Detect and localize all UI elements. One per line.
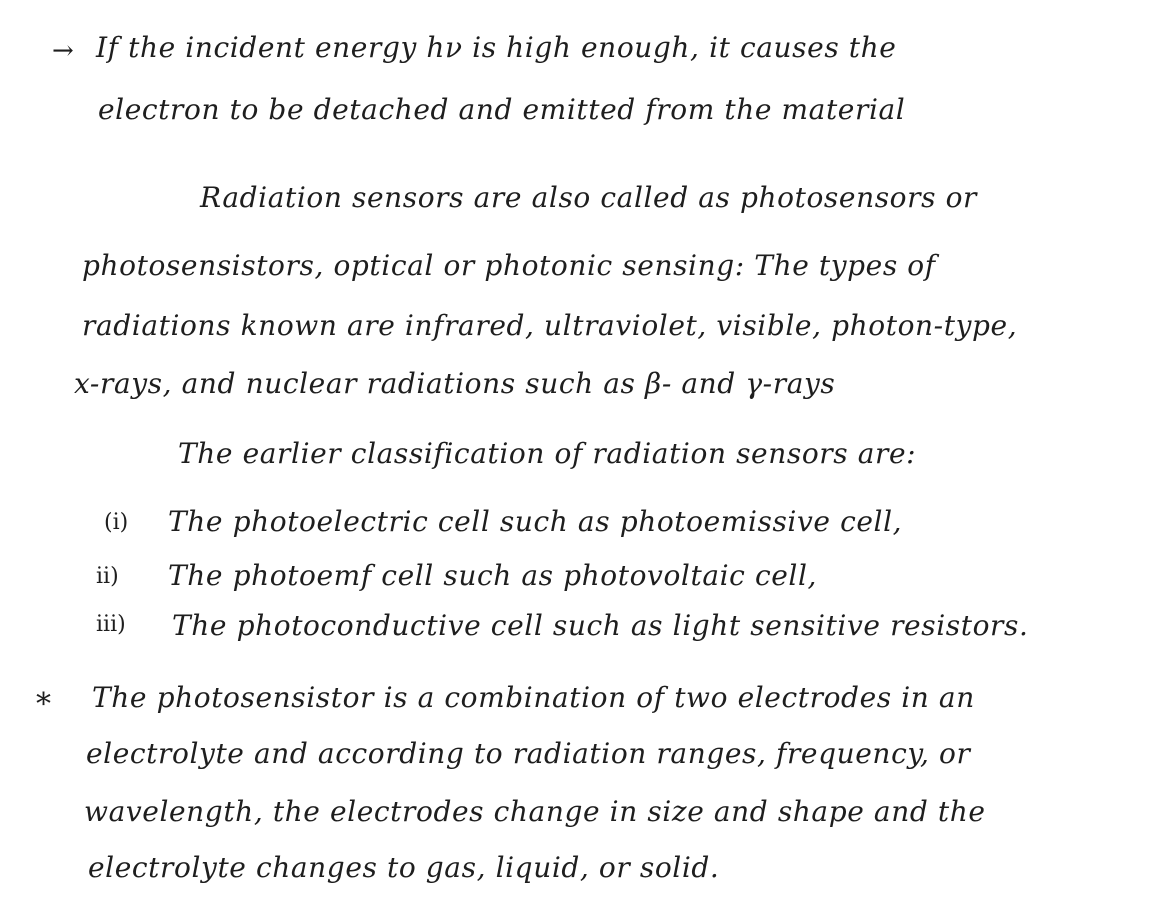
classification-intro: The earlier classification of radiation sensors are: [178,437,917,470]
paragraph-4-line-1: The photosensistor is a combination of two electrodes in an [92,681,975,714]
list-item-3-text: The photoconductive cell such as light sensitive resistors. [172,609,1029,642]
list-item-3-marker: iii) [96,612,126,637]
asterisk-bullet-icon: * [36,687,51,722]
list-item-2-text: The photoemf cell such as photovoltaic cell, [168,559,818,592]
paragraph-1-line-1: If the incident energy hν is high enough, it causes the [96,31,897,64]
paragraph-2-line-3: radiations known are infrared, ultraviolet, visible, photon-type, [82,309,1018,342]
paragraph-2-line-4: x-rays, and nuclear radiations such as β- and γ-rays [74,367,836,400]
paragraph-2-line-1: Radiation sensors are also called as photosensors or [200,181,978,214]
arrow-bullet-icon: → [52,36,74,66]
list-item-1-text: The photoelectric cell such as photoemissive cell, [168,505,903,538]
paragraph-2-line-2: photosensistors, optical or photonic sensing: The types of [82,249,936,282]
list-item-1-marker: (i) [104,510,129,535]
list-item-2-marker: ii) [96,564,119,589]
paragraph-4-line-2: electrolyte and according to radiation ranges, frequency, or [86,737,971,770]
paragraph-4-line-4: electrolyte changes to gas, liquid, or solid. [88,851,720,884]
paragraph-1-line-2: electron to be detached and emitted from the material [98,93,906,126]
paragraph-4-line-3: wavelength, the electrodes change in size and shape and the [84,795,986,828]
